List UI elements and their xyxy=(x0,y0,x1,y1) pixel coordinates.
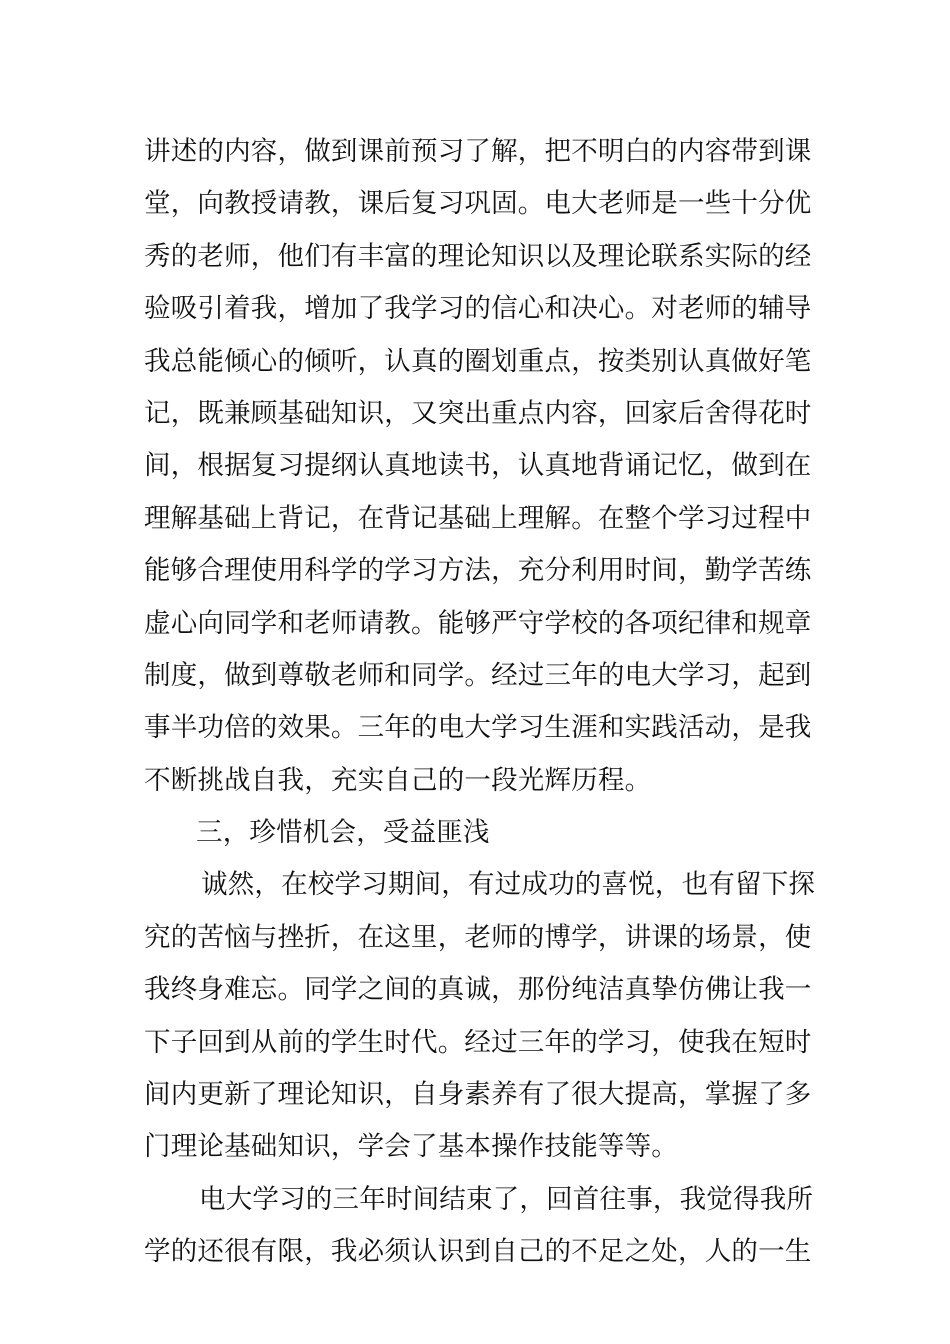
text-line: 制度，做到尊敬老师和同学。经过三年的电大学习，起到 xyxy=(144,659,812,691)
section-heading: 三，珍惜机会，受益匪浅 xyxy=(196,817,490,849)
text-line: 我终身难忘。同学之间的真诚，那份纯洁真挚仿佛让我一 xyxy=(144,974,812,1006)
text-line: 讲述的内容，做到课前预习了解，把不明白的内容带到课 xyxy=(144,136,812,167)
text-line: 事半功倍的效果。三年的电大学习生涯和实践活动，是我 xyxy=(144,712,812,744)
text-line: 不断挑战自我，充实自己的一段光辉历程。 xyxy=(144,764,652,796)
text-line: 虚心向同学和老师请教。能够严守学校的各项纪律和规章 xyxy=(144,607,812,639)
text-line: 下子回到从前的学生时代。经过三年的学习，使我在短时 xyxy=(144,1026,812,1058)
text-line: 学的还很有限，我必须认识到自己的不足之处，人的一生 xyxy=(144,1236,812,1268)
text-line: 理解基础上背记，在背记基础上理解。在整个学习过程中 xyxy=(144,502,812,534)
text-line: 秀的老师，他们有丰富的理论知识以及理论联系实际的经 xyxy=(144,240,812,272)
text-line: 间，根据复习提纲认真地读书，认真地背诵记忆，做到在 xyxy=(144,450,812,482)
text-line: 验吸引着我，增加了我学习的信心和决心。对老师的辅导 xyxy=(144,293,812,325)
text-line: 门理论基础知识，学会了基本操作技能等等。 xyxy=(144,1131,678,1163)
text-line: 记，既兼顾基础知识，又突出重点内容，回家后舍得花时 xyxy=(144,397,812,429)
text-line: 电大学习的三年时间结束了，回首往事，我觉得我所 xyxy=(199,1183,814,1215)
text-line: 我总能倾心的倾听，认真的圈划重点，按类别认真做好笔 xyxy=(144,345,812,377)
text-line: 诚然，在校学习期间，有过成功的喜悦，也有留下探 xyxy=(201,869,816,901)
text-line: 究的苦恼与挫折，在这里，老师的博学，讲课的场景，使 xyxy=(144,921,812,953)
document-body xyxy=(144,126,814,1279)
text-line: 能够合理使用科学的学习方法，充分利用时间，勤学苦练 xyxy=(144,555,812,587)
text-line: 堂，向教授请教，课后复习巩固。电大老师是一些十分优 xyxy=(144,188,812,220)
text-line: 间内更新了理论知识，自身素养有了很大提高，掌握了多 xyxy=(144,1079,812,1111)
